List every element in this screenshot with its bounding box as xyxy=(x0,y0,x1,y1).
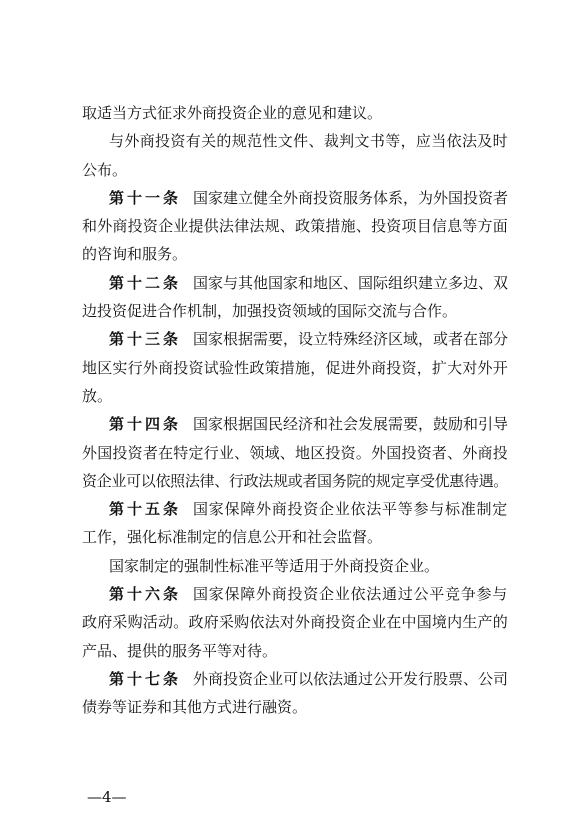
article-13-line-1 xyxy=(109,325,508,353)
line-text: 资企业可以依照法律、行政法规或者国务院的规定享受优惠待遇。 xyxy=(82,471,508,490)
article-16-line-2 xyxy=(82,608,508,636)
article-14-line-2 xyxy=(82,439,508,467)
line-text: 与外商投资有关的规范性文件、裁判文书等，应当依法及时 xyxy=(109,132,508,151)
article-13-line-3 xyxy=(82,382,508,410)
line-text: 取适当方式征求外商投资企业的意见和建议。 xyxy=(82,104,383,122)
article-14 xyxy=(82,410,508,495)
article-14-line-1 xyxy=(109,410,508,438)
article-11-line-1 xyxy=(109,184,508,212)
article-16-line-1 xyxy=(109,580,508,608)
article-15-line-1 xyxy=(109,495,508,523)
article-13 xyxy=(82,325,508,410)
article-11-line-2 xyxy=(82,212,508,240)
para-2-line-1 xyxy=(109,127,508,155)
article-11-number: 第十一条 xyxy=(109,188,182,207)
article-14-line-3 xyxy=(82,467,508,495)
article-12 xyxy=(82,269,508,326)
article-12-line-2 xyxy=(82,297,508,325)
article-11 xyxy=(82,184,508,269)
article-16-number: 第十六条 xyxy=(109,585,182,604)
line-text: 边投资促进合作机制，加强投资领域的国际交流与合作。 xyxy=(82,302,458,321)
article-17-number: 第十七条 xyxy=(109,669,182,688)
body-text xyxy=(82,99,508,722)
line-text: 放。 xyxy=(82,386,113,405)
article-15-number: 第十五条 xyxy=(109,500,182,519)
article-13-line-2 xyxy=(82,354,508,382)
page-number: —4— xyxy=(87,788,127,806)
line-text: 政府采购活动。政府采购依法对外商投资企业在中国境内生产的 xyxy=(82,613,508,632)
article-17-line-1 xyxy=(109,665,508,693)
line-text: 工作，强化标准制定的信息公开和社会监督。 xyxy=(82,528,383,547)
paragraph-mandatory-standards xyxy=(82,552,508,580)
line-text: 和外商投资企业提供法律法规、政策措施、投资项目信息等方面 xyxy=(82,217,508,236)
line-text: 地区实行外商投资试验性政策措施，促进外商投资，扩大对外开 xyxy=(82,358,508,377)
article-17-line-2 xyxy=(82,693,508,721)
article-16-line-3 xyxy=(82,637,508,665)
article-11-line-3 xyxy=(82,240,508,268)
article-14-number: 第十四条 xyxy=(109,415,182,434)
para-1-line-1 xyxy=(82,99,508,127)
article-16 xyxy=(82,580,508,665)
article-15-line-2 xyxy=(82,523,508,551)
line-text: 国家根据需要，设立特殊经济区域，或者在部分 xyxy=(193,330,508,349)
article-12-line-1 xyxy=(109,269,508,297)
paragraph-publication xyxy=(82,127,508,184)
line-text: 公布。 xyxy=(82,160,128,179)
line-text: 国家保障外商投资企业依法平等参与标准制定 xyxy=(193,500,508,519)
line-text: 国家制定的强制性标准平等适用于外商投资企业。 xyxy=(109,556,440,575)
line-text: 外商投资企业可以依法通过公开发行股票、公司 xyxy=(193,669,508,688)
line-text: 国家保障外商投资企业依法通过公平竞争参与 xyxy=(193,585,508,604)
article-13-number: 第十三条 xyxy=(109,330,182,349)
article-12-number: 第十二条 xyxy=(109,273,182,292)
para-standards-line-1 xyxy=(109,552,508,580)
line-text: 国家与其他国家和地区、国际组织建立多边、双 xyxy=(193,273,508,292)
line-text: 国家根据国民经济和社会发展需要，鼓励和引导 xyxy=(193,415,508,434)
line-text: 外国投资者在特定行业、领域、地区投资。外国投资者、外商投 xyxy=(82,443,508,462)
line-text: 国家建立健全外商投资服务体系，为外国投资者 xyxy=(193,188,508,207)
line-text: 债券等证券和其他方式进行融资。 xyxy=(82,698,308,717)
article-15 xyxy=(82,495,508,552)
article-17 xyxy=(82,665,508,722)
paragraph-continuation xyxy=(82,99,508,127)
line-text: 产品、提供的服务平等对待。 xyxy=(82,641,278,660)
para-2-line-2 xyxy=(82,156,508,184)
line-text: 的咨询和服务。 xyxy=(82,245,188,264)
